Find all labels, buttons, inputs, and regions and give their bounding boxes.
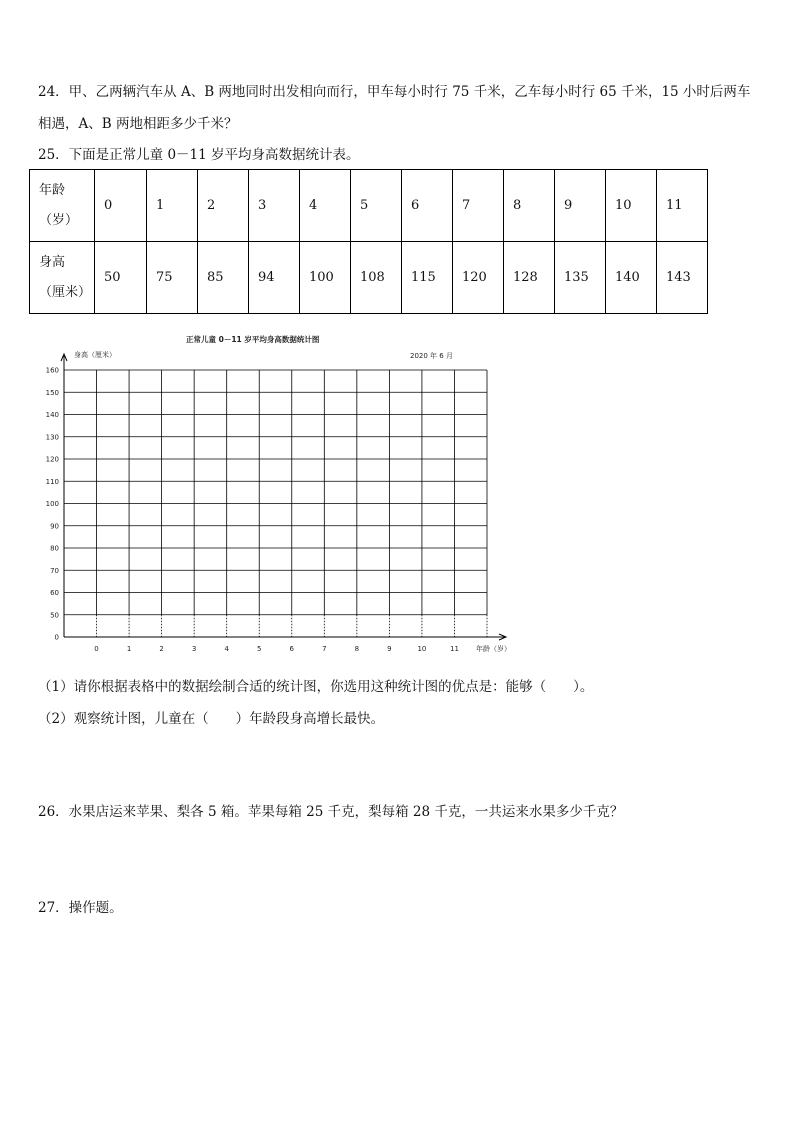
y-tick-label: 80	[50, 544, 59, 553]
table-cell: 135	[555, 242, 606, 314]
x-axis-label: 年龄（岁）	[476, 645, 511, 653]
question-24-line-1: 24．甲、乙两辆汽车从 A、B 两地同时出发相向而行，甲车每小时行 75 千米，乙车每小时行 65 千米，15 小时后两车	[38, 84, 751, 100]
y-tick-label: 110	[45, 477, 59, 486]
table-cell: 140	[606, 242, 657, 314]
y-axis-label: 身高（厘米）	[74, 351, 116, 359]
y-tick-label: 0	[54, 633, 59, 642]
table-cell: 2	[198, 170, 249, 242]
table-cell: 3	[249, 170, 300, 242]
height-header-unit: （厘米）	[39, 284, 92, 300]
x-tick-label: 1	[126, 645, 132, 653]
x-tick-label: 6	[289, 645, 295, 653]
table-cell: 8	[504, 170, 555, 242]
y-tick-label: 50	[50, 611, 59, 620]
table-cell: 115	[402, 242, 453, 314]
height-header-label: 身高	[39, 254, 66, 270]
x-tick-label: 0	[94, 645, 99, 653]
table-cell: 10	[606, 170, 657, 242]
y-tick-label: 100	[45, 500, 59, 508]
y-tick-label: 120	[45, 455, 59, 464]
chart-grid	[64, 370, 487, 637]
chart-title: 正常儿童 0－11 岁平均身高数据统计图	[186, 335, 320, 344]
chart-date: 2020 年 6 月	[410, 352, 453, 360]
x-tick-label: 10	[417, 645, 427, 653]
table-cell: 6	[402, 170, 453, 242]
x-tick-label: 4	[224, 645, 229, 653]
x-tick-label: 9	[387, 645, 392, 653]
table-cell: 4	[300, 170, 351, 242]
table-cell: 100	[300, 242, 351, 314]
table-cell: 143	[657, 242, 708, 314]
y-tick-label: 70	[50, 566, 59, 575]
table-cell: 0	[95, 170, 147, 242]
table-cell: 5	[351, 170, 402, 242]
x-tick-label: 3	[191, 645, 197, 653]
question-25-part-1: （1）请你根据表格中的数据绘制合适的统计图，你选用这种统计图的优点是：能够（ ）。	[38, 679, 594, 695]
x-tick-label: 5	[256, 645, 262, 653]
x-tick-labels	[94, 645, 459, 653]
table-cell: 9	[555, 170, 606, 242]
question-27: 27．操作题。	[38, 900, 123, 916]
table-cell: 128	[504, 242, 555, 314]
table-cell: 108	[351, 242, 402, 314]
table-cell: 94	[249, 242, 300, 314]
y-tick-label: 60	[50, 589, 59, 597]
question-26: 26．水果店运来苹果、梨各 5 箱。苹果每箱 25 千克，梨每箱 28 千克，一共运来水果多少千克？	[38, 804, 624, 820]
question-25-part-2: （2）观察统计图，儿童在（ ）年龄段身高增长最快。	[38, 711, 385, 727]
y-tick-label: 150	[45, 388, 59, 397]
table-cell: 1	[147, 170, 198, 242]
y-tick-label: 130	[45, 433, 59, 442]
x-tick-label: 2	[159, 645, 164, 653]
x-tick-label: 8	[354, 645, 360, 653]
chart-axes	[61, 354, 506, 640]
table-cell: 85	[198, 242, 249, 314]
table-cell: 7	[453, 170, 504, 242]
age-header-label: 年龄	[39, 182, 66, 198]
x-tick-label: 7	[322, 645, 327, 653]
question-24-line-2: 相遇，A、B 两地相距多少千米？	[38, 116, 238, 132]
table-cell: 50	[95, 242, 147, 314]
y-tick-label: 160	[45, 366, 59, 375]
y-tick-label: 90	[50, 522, 59, 531]
question-25-intro: 25．下面是正常儿童 0－11 岁平均身高数据统计表。	[38, 147, 360, 163]
table-cell: 11	[657, 170, 708, 242]
y-tick-labels	[46, 367, 59, 642]
x-tick-label: 11	[450, 645, 459, 653]
table-cell: 75	[147, 242, 198, 314]
y-tick-label: 140	[45, 411, 59, 419]
age-header-unit: （岁）	[39, 212, 79, 228]
table-cell: 120	[453, 242, 504, 314]
